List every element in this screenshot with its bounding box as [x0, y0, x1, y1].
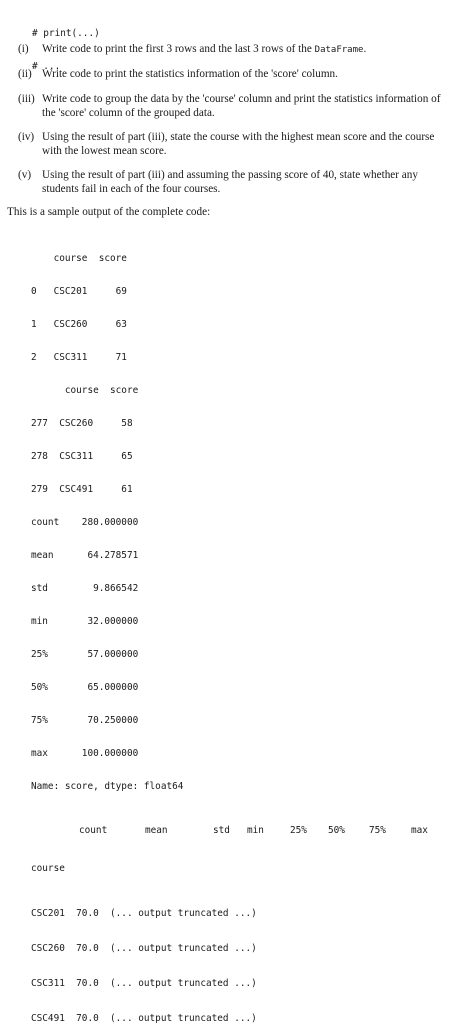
- group-col-header: 25%: [290, 825, 307, 836]
- question-i: [18, 43, 443, 58]
- output-line: 2 CSC311 71: [31, 352, 127, 363]
- question-iv: [18, 131, 443, 158]
- output-line: max 100.000000: [31, 748, 139, 759]
- output-line: 0 CSC201 69: [31, 286, 127, 297]
- output-line: min 32.000000: [31, 616, 139, 627]
- sample-output: [31, 231, 428, 1035]
- intro-text: This is a sample output of the complete code:: [7, 206, 211, 218]
- question-text: Using the result of part (iii) and assuming the passing score of 40, state whether any students fail in each of the four courses.: [42, 169, 418, 195]
- output-line: Name: score, dtype: float64: [31, 781, 184, 792]
- output-line: std 9.866542: [31, 583, 139, 594]
- question-ii: [18, 68, 443, 82]
- output-line: 1 CSC260 63: [31, 319, 127, 330]
- question-text: Write code to print the statistics information of the 'score' column.: [42, 68, 338, 80]
- group-index-label: course: [31, 863, 65, 874]
- group-col-header: max: [411, 825, 428, 836]
- question-number: (iii): [18, 93, 35, 105]
- group-header-row: [31, 825, 428, 836]
- output-line: course score: [31, 253, 127, 264]
- group-row: CSC311 70.0 (... output truncated ...): [31, 978, 257, 989]
- output-line: mean 64.278571: [31, 550, 139, 561]
- output-line: 25% 57.000000: [31, 649, 139, 660]
- group-col-header: min: [247, 825, 264, 836]
- output-line: course score: [31, 385, 139, 396]
- output-line: 50% 65.000000: [31, 682, 139, 693]
- question-iii: [18, 93, 443, 120]
- question-text: Write code to group the data by the 'course' column and print the statistics information of the 'score' column of the grouped data.: [42, 93, 441, 119]
- code-line: # print(...): [32, 28, 100, 39]
- question-number: (ii): [18, 68, 32, 80]
- question-number: (i): [18, 43, 29, 55]
- output-line: 277 CSC260 58: [31, 418, 133, 429]
- output-line: 279 CSC491 61: [31, 484, 133, 495]
- inline-code: DataFrame: [314, 45, 364, 55]
- group-row: CSC491 70.0 (... output truncated ...): [31, 1013, 257, 1024]
- question-number: (iv): [18, 131, 35, 143]
- question-text: Using the result of part (iii), state the course with the highest mean score and the course with the lowest mean score.: [42, 131, 435, 157]
- group-row: CSC260 70.0 (... output truncated ...): [31, 943, 257, 954]
- group-col-header: 50%: [328, 825, 345, 836]
- question-text: Write code to print the first 3 rows and the last 3 rows of the DataFrame.: [42, 43, 367, 55]
- output-line: 278 CSC311 65: [31, 451, 133, 462]
- output-line: 75% 70.250000: [31, 715, 139, 726]
- group-col-header: count: [79, 825, 108, 836]
- group-row: CSC201 70.0 (... output truncated ...): [31, 908, 257, 919]
- output-line: count 280.000000: [31, 517, 139, 528]
- group-col-header: 75%: [369, 825, 386, 836]
- group-col-header: mean: [145, 825, 168, 836]
- group-col-header: std: [213, 825, 230, 836]
- code-line: # ...: [32, 61, 61, 72]
- question-number: (v): [18, 169, 32, 181]
- question-v: [18, 169, 443, 196]
